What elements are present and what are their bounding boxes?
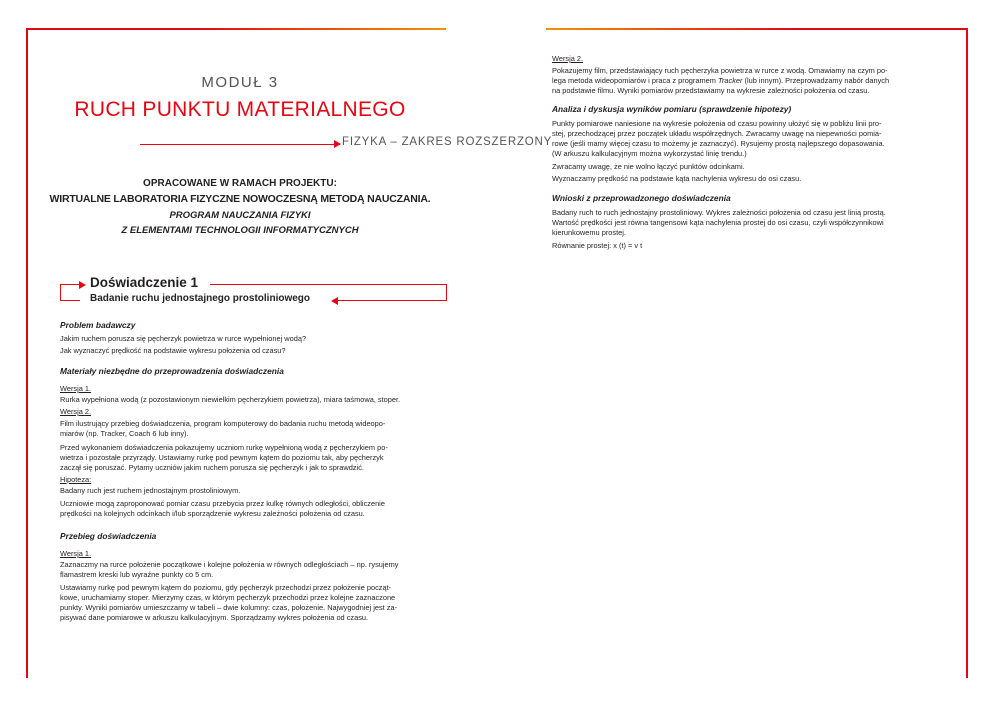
course-text-line: pisywać dane pomiarowe w arkuszu kalkulacyjnym. Sporządzamy wykres położenia od czasu. [60,613,369,622]
project-name: WIRTUALNE LABORATORIA FIZYCZNE NOWOCZESNĄ METODĄ NAUCZANIA. [49,193,431,205]
version-1-text: Rurka wypełniona wodą (z pozostawionym niewielkim pęcherzykiem powietrza), miara taśmowa, stoper. [60,395,401,404]
students-text-line: Uczniowie mogą zaproponować pomiar czasu przebycia przez kulkę równych odległości, obliczenie [60,499,385,508]
students-text-line: prędkości na kolejnych odcinkach i/lub sporządzenie wykresu zależności położenia od czasu. [60,509,365,518]
conclusions-heading: Wnioski z przeprowadzonego doświadczenia [552,193,731,203]
experiment-title: Doświadczenie 1 [90,275,199,290]
version-2-text-line: Pokazujemy film, przedstawiający ruch pęcherzyka powietrza w rurce z wodą. Omawiamy na czym po- [552,66,888,75]
analysis-text-line: rowe (jeśli mamy więcej czasu to możemy je zaznaczyć). Rysujemy prostą najlepszego dopasowania. [552,139,885,148]
frame-top-line [26,28,446,30]
frame-left-line [26,28,28,678]
analysis-text-line: Wyznaczamy prędkość na podstawie kąta nachylenia wykresu do osi czasu. [552,174,802,183]
version-2-text-line: lega metoda wideopomiarów i praca z programem Tracker (lub innym). Przeprowadzamy nabór danych [552,76,890,85]
hypothesis-label: Hipoteza: [60,475,92,484]
version-2-text-line: miarów (np. Tracker, Coach 6 lub inny). [60,429,189,438]
version-2-text-line: Film ilustrujący przebieg doświadczenia, program komputerowy do badania ruchu metodą wideopo- [60,419,386,428]
experiment-subtitle: Badanie ruchu jednostajnego prostoliniowego [90,293,311,304]
before-text-line: wietrza i pozostałe przyrządy. Ustawiamy rurkę pod pewnym kątem do poziomu tak, aby pęcherzyk [60,453,384,462]
course-text-line: kowe, uruchamiamy stoper. Mierzymy czas, w którym pęcherzyk przechodzi przez kolejne zaznaczone [60,593,396,602]
experiment-frame-line [446,284,447,301]
course-text-line: Ustawiamy rurkę pod pewnym kątem do poziomu, gdy pęcherzyk przechodzi przez położenie począt- [60,583,392,592]
experiment-frame-line [338,300,446,301]
course-text-line: flamastrem kreski lub wyraźne punkty co 5 cm. [60,570,214,579]
equation-text: Równanie prostej: x (t) = v t [552,241,643,250]
conclusions-text-line: Wartość prędkości jest równa tangensowi kąta nachylenia prostej do osi czasu, czyli współczynnikowi [552,218,884,227]
analysis-heading: Analiza i dyskusja wyników pomiaru (sprawdzenie hipotezy) [552,104,792,114]
course-version-1-label: Wersja 1. [60,549,92,558]
program-line-1: PROGRAM NAUCZANIA FIZYKI [169,210,311,221]
course-text-line: punkty. Wyniki pomiarów umieszczamy w tabeli – dwie kolumny: czas, położenie. Najwygodniej jest za- [60,603,398,612]
analysis-text-line: stej, przechodzącej przez początek układu współrzędnych. Zwracamy uwagę na niepewności pomia- [552,129,882,138]
prepared-heading: OPRACOWANE W RAMACH PROJEKTU: [143,178,337,189]
arrow-right-icon [334,140,341,148]
analysis-text-line: (W arkuszu kalkulacyjnym można wykorzystać linię trendu.) [552,149,747,158]
course-text-line: Zaznaczmy na rurce położenie początkowe i kolejne położenia w równych odległościach – np. rysujemy [60,560,399,569]
materials-heading: Materiały niezbędne do przeprowadzenia doświadczenia [60,366,284,376]
problem-question-1: Jakim ruchem porusza się pęcherzyk powietrza w rurce wypełnionej wodą? [60,334,307,343]
experiment-frame-line [210,284,446,285]
hypothesis-text: Badany ruch jest ruchem jednostajnym prostoliniowym. [60,486,241,495]
course-heading: Przebieg doświadczenia [60,531,157,541]
version-2-text-line: na podstawie filmu. Wyniki pomiarów przedstawiamy na wykresie zależności położenia od czasu. [552,86,870,95]
experiment-frame-line [60,300,80,301]
subject-label: FIZYKA – ZAKRES ROZSZERZONY [342,136,553,148]
frame-right-line [966,28,968,678]
program-line-2: Z ELEMENTAMI TECHNOLOGII INFORMATYCZNYCH [121,225,359,236]
before-text-line: Przed wykonaniem doświadczenia pokazujemy uczniom rurkę wypełnioną wodą z pęcherzykiem po- [60,443,388,452]
conclusions-text-line: Badany ruch to ruch jednostajny prostoliniowy. Wykres zależności położenia od czasu jest linią prostą. [552,208,886,217]
page-title: RUCH PUNKTU MATERIALNEGO [74,98,406,121]
version-2-label: Wersja 2. [60,407,92,416]
conclusions-text-line: kierunkowemu prostej. [552,228,626,237]
frame-top-line [546,28,966,30]
before-text-line: zaczął się poruszać. Pytamy uczniów jakim ruchem porusza się pęcherzyk i jak to sprawdzić. [60,463,364,472]
analysis-text-line: Punkty pomiarowe naniesione na wykresie położenia od czasu powinny ułożyć się w pobliżu linii pro- [552,119,882,128]
right-page [510,0,992,701]
experiment-frame-line [60,284,61,301]
module-label: MODUŁ 3 [201,74,279,91]
arrow-right-icon [79,281,86,289]
version-2-label: Wersja 2. [552,54,584,63]
problem-heading: Problem badawczy [60,320,136,330]
subject-arrow-line [140,144,340,145]
problem-question-2: Jak wyznaczyć prędkość na podstawie wykresu położenia od czasu? [60,346,286,355]
version-1-label: Wersja 1. [60,384,92,393]
analysis-text-line: Zwracamy uwagę, że nie wolno łączyć punktów odcinkami. [552,162,745,171]
arrow-left-icon [331,297,338,305]
